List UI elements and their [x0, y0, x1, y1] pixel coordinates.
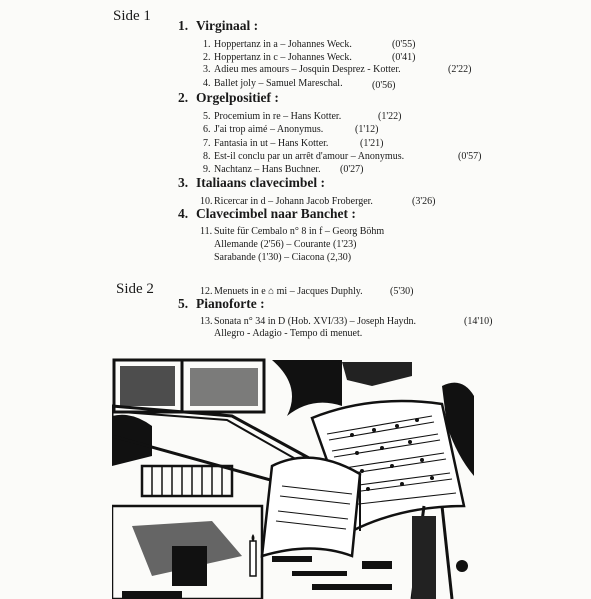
track-time: (1'21): [360, 138, 384, 149]
track-time: (3'26): [412, 196, 436, 207]
track-title: Est-il conclu par un arrêt d'amour – Anonymus.: [214, 151, 405, 162]
track-time: (14'10): [464, 316, 493, 327]
section-4-number: 4.: [178, 206, 189, 221]
track-number: 8.: [203, 151, 211, 162]
track-title: Hoppertanz in a – Johannes Weck.: [214, 39, 352, 50]
instrument-drawing: [112, 356, 477, 599]
track-title: Sonata n° 34 in D (Hob. XVI/33) – Joseph Haydn.: [214, 316, 417, 327]
track-time: (0'41): [392, 52, 416, 63]
track-title: Fantasia in ut – Hans Kotter.: [214, 138, 329, 149]
track-number: 4.: [203, 78, 211, 89]
illustration: [112, 356, 477, 599]
track-title: Adieu mes amours – Josquin Desprez - Kotter.: [214, 64, 401, 75]
track-number: 11.: [200, 226, 213, 237]
track-time: (0'27): [340, 164, 364, 175]
section-3-title: Italiaans clavecimbel :: [196, 175, 325, 190]
side-2-label: Side 2: [116, 281, 154, 297]
track-number: 13.: [200, 316, 213, 327]
section-1-number: 1.: [178, 18, 189, 33]
track-time: (0'57): [458, 151, 482, 162]
movement-line: Allegro - Adagio - Tempo di menuet.: [214, 328, 363, 339]
section-5-title: Pianoforte :: [196, 296, 265, 311]
track-time: (1'22): [378, 111, 402, 122]
section-4-title: Clavecimbel naar Banchet :: [196, 206, 356, 221]
track-time: (5'30): [390, 286, 414, 297]
track-number: 12.: [200, 286, 213, 297]
track-number: 2.: [203, 52, 211, 63]
track-title: Ballet joly – Samuel Mareschal.: [214, 78, 343, 89]
section-3-number: 3.: [178, 175, 189, 190]
track-time: (2'22): [448, 64, 472, 75]
track-number: 6.: [203, 124, 211, 135]
track-number: 9.: [203, 164, 211, 175]
track-title: J'ai trop aimé – Anonymus.: [214, 124, 324, 135]
section-2-title: Orgelpositief :: [196, 90, 279, 105]
section-5-number: 5.: [178, 296, 189, 311]
track-title: Hoppertanz in c – Johannes Weck.: [214, 52, 352, 63]
side-1-label: Side 1: [113, 8, 151, 24]
track-time: (0'55): [392, 39, 416, 50]
track-title: Nachtanz – Hans Buchner.: [214, 164, 321, 175]
section-1-title: Virginaal :: [196, 18, 259, 33]
track-number: 1.: [203, 39, 211, 50]
section-2-number: 2.: [178, 90, 189, 105]
track-number: 5.: [203, 111, 211, 122]
track-number: 7.: [203, 138, 211, 149]
track-time: (1'12): [355, 124, 379, 135]
track-title: Menuets in e ⌂ mi – Jacques Duphly.: [214, 286, 363, 297]
track-title: Procemium in re – Hans Kotter.: [214, 111, 342, 122]
track-number: 10.: [200, 196, 213, 207]
movement-line: Allemande (2'56) – Courante (1'23): [214, 239, 357, 250]
track-number: 3.: [203, 64, 211, 75]
movement-line: Sarabande (1'30) – Ciacona (2,30): [214, 252, 352, 263]
track-time: (0'56): [372, 80, 396, 91]
track-title: Ricercar in d – Johann Jacob Froberger.: [214, 196, 373, 207]
track-title: Suite für Cembalo n° 8 in f – Georg Böhm: [214, 226, 385, 237]
